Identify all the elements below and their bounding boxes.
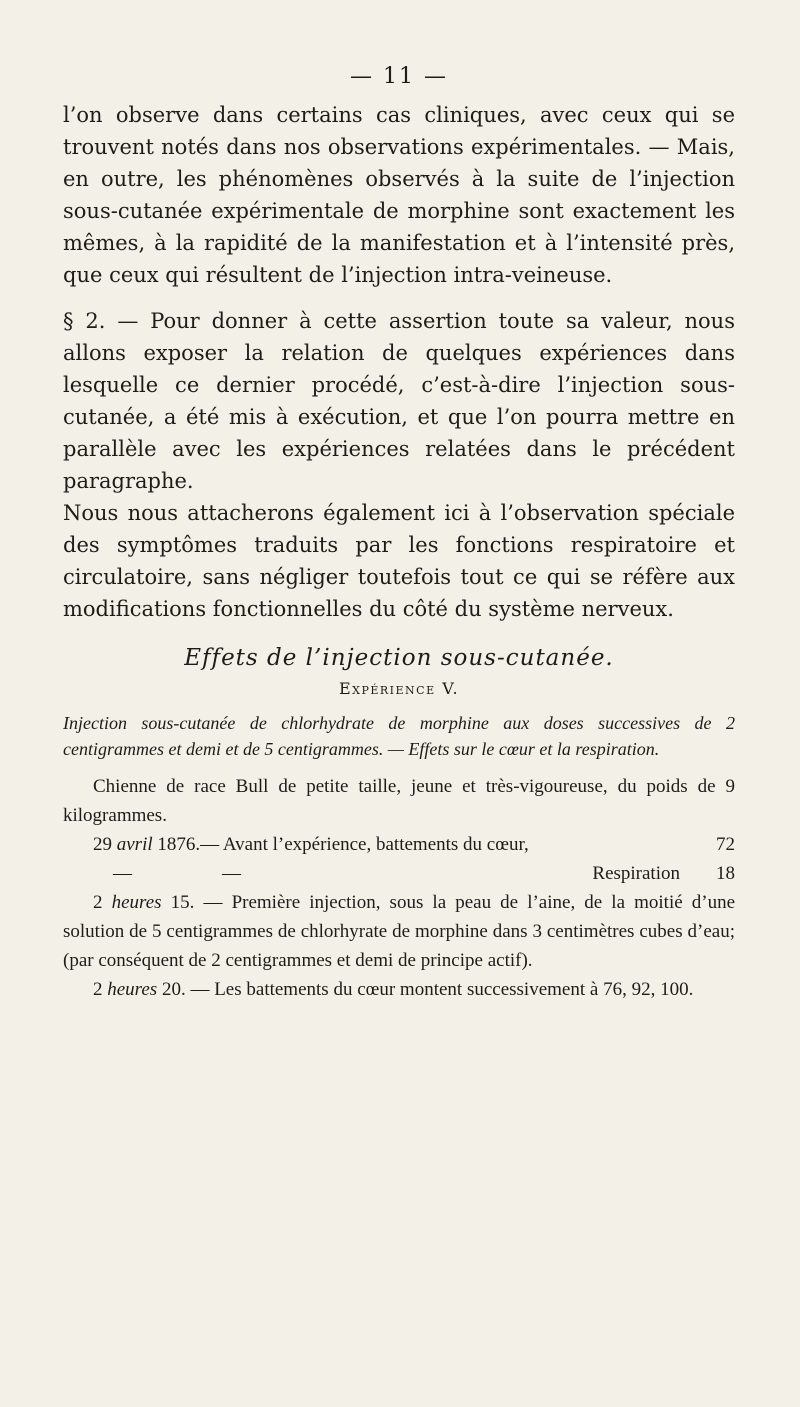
ditto-dash-1: — xyxy=(113,863,132,884)
paragraph-3: Nous nous attacherons également ici à l’observation spéciale des symptômes traduits par les fonctions respiratoire et circulatoire, sans négliger toutefois tout ce qui se réfère aux modifications fonctionnelles du côté du système nerveux. xyxy=(63,501,735,621)
respiration-label: Respiration xyxy=(592,863,680,884)
experiment-summary: Injection sous-cutanée de chlorhydrate de morphine aux doses successives de 2 centigrammes et demi et de 5 centigrammes. — Effets sur le cœur et la respiration. xyxy=(63,713,735,759)
paragraph-1: l’on observe dans certains cas cliniques, avec ceux qui se trouvent notés dans nos observations expérimentales. — Mais, en outre, les phénomènes observés à la suite de l’injection sous-cutanée expérimentale de morphine sont exactement les mêmes, à la rapidité de la manifestation et à l’intensité près, que ceux qui résultent de l’injection intra-veineuse. xyxy=(63,103,735,287)
heart-rate-row xyxy=(63,830,735,859)
respiration-value: 18 xyxy=(716,863,735,884)
entry-2: 2 heures 20. — Les battements du cœur montent successivement à 76, 92, 100. xyxy=(93,979,694,1000)
respiration-row xyxy=(63,859,735,888)
page xyxy=(63,64,735,1004)
page-number: — 11 — xyxy=(350,64,448,89)
section-title: Effets de l’injection sous-cutanée. xyxy=(184,645,614,671)
experiment-title: Expérience V. xyxy=(338,679,460,698)
heart-rate-text: 29 avril 1876.— Avant l’expérience, battements du cœur, xyxy=(93,834,529,855)
heart-rate-value: 72 xyxy=(716,834,735,855)
paragraph-2: § 2. — Pour donner à cette assertion toute sa valeur, nous allons exposer la relation de quelques expériences dans lesquelle ce dernier procédé, c’est-à-dire l’injection sous-cutanée, a été mis à exécution, et que l’on pourra mettre en parallèle avec les expériences relatées dans le précédent paragraphe. xyxy=(63,309,735,493)
subject-description: Chienne de race Bull de petite taille, jeune et très-vigoureuse, du poids de 9 kilogrammes. xyxy=(63,776,735,826)
ditto-dash-2: — xyxy=(222,863,241,884)
entry-1: 2 heures 15. — Première injection, sous la peau de l’aine, de la moitié d’une solution de 5 centigrammes de chlorhyrate de morphine dans 3 centimètres cubes d’eau; (par conséquent de 2 centigrammes et demi de principe actif). xyxy=(63,892,735,971)
